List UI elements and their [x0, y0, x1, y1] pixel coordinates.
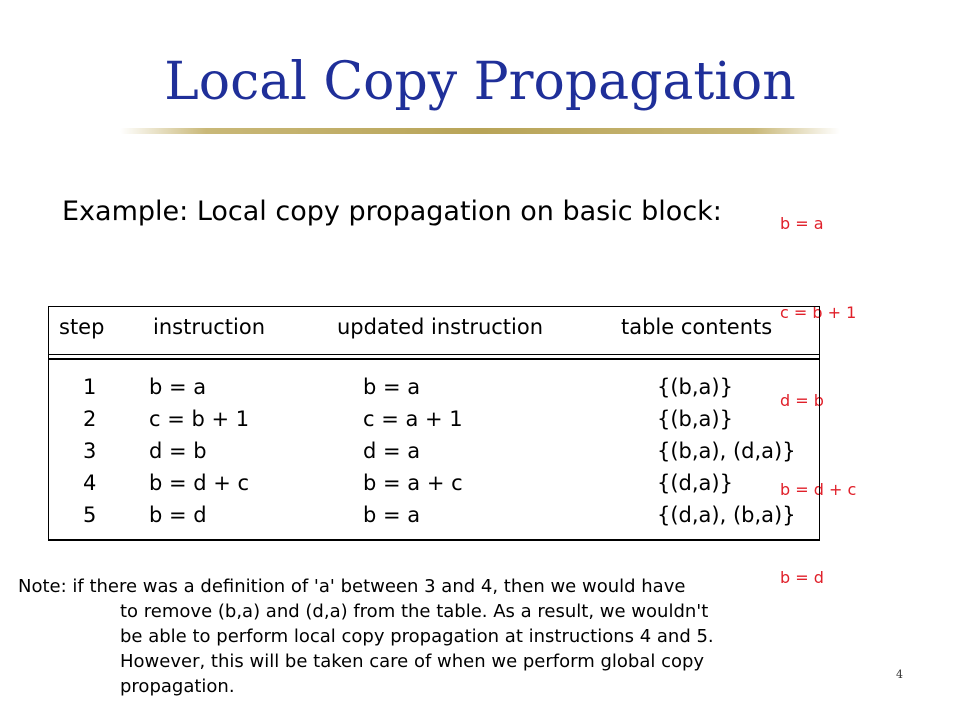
note-line: However, this will be taken care of when we perform global copy: [120, 651, 705, 672]
table-header: [49, 307, 819, 353]
cell-updated: b = a + c: [363, 471, 463, 495]
example-text: Example: Local copy propagation on basic block:: [62, 196, 722, 227]
page-number: 4: [896, 668, 903, 681]
basic-block-line: b = a: [780, 214, 824, 233]
cell-instruction: b = d: [149, 503, 207, 527]
note-line: to remove (b,a) and (d,a) from the table. As a result, we wouldn't: [120, 601, 709, 622]
table-row: [49, 439, 819, 469]
header-step: step: [59, 315, 105, 339]
note-line: propagation.: [120, 676, 235, 697]
propagation-table: [48, 306, 820, 541]
cell-step: 1: [83, 375, 97, 399]
table-row: [49, 407, 819, 437]
title-divider: [120, 128, 840, 134]
header-rule: [49, 358, 819, 360]
cell-contents: {(b,a)}: [657, 375, 733, 399]
header-table-contents: table contents: [621, 315, 773, 339]
cell-step: 3: [83, 439, 97, 463]
basic-block-line: d = b: [780, 391, 824, 410]
cell-contents: {(d,a), (b,a)}: [657, 503, 796, 527]
table-row: [49, 471, 819, 501]
cell-updated: b = a: [363, 503, 421, 527]
cell-instruction: b = d + c: [149, 471, 250, 495]
cell-instruction: c = b + 1: [149, 407, 250, 431]
cell-step: 2: [83, 407, 97, 431]
note-line: Note: if there was a definition of 'a' between 3 and 4, then we would have: [18, 576, 686, 597]
note-paragraph: [18, 574, 848, 699]
cell-step: 4: [83, 471, 97, 495]
note-line: be able to perform local copy propagation at instructions 4 and 5.: [120, 626, 714, 647]
cell-updated: c = a + 1: [363, 407, 463, 431]
header-updated-instruction: updated instruction: [337, 315, 544, 339]
cell-instruction: b = a: [149, 375, 207, 399]
cell-updated: b = a: [363, 375, 421, 399]
table-row: [49, 375, 819, 405]
cell-contents: {(d,a)}: [657, 471, 733, 495]
cell-step: 5: [83, 503, 97, 527]
cell-updated: d = a: [363, 439, 421, 463]
cell-instruction: d = b: [149, 439, 207, 463]
basic-block-line: b = d + c: [780, 479, 857, 499]
basic-block-line: c = b + 1: [780, 302, 857, 322]
slide-title: Local Copy Propagation: [164, 52, 796, 112]
header-instruction: instruction: [153, 315, 266, 339]
basic-block-line: b = d: [780, 568, 824, 587]
table-row: [49, 503, 819, 533]
header-rule: [49, 354, 819, 355]
cell-contents: {(b,a)}: [657, 407, 733, 431]
cell-contents: {(b,a), (d,a)}: [657, 439, 796, 463]
